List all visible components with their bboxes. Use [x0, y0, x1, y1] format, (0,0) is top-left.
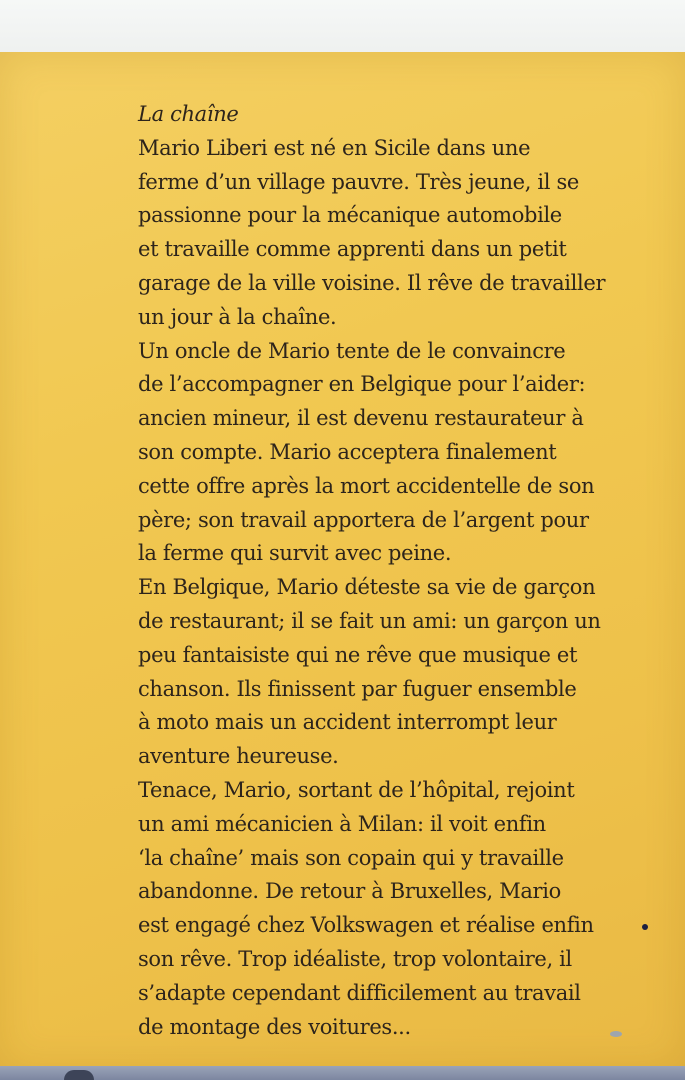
text-line: peu fantaisiste qui ne rêve que musique et	[138, 642, 578, 667]
margin-dot	[642, 924, 648, 930]
text-line: garage de la ville voisine. Il rêve de travailler	[138, 270, 606, 295]
text-line: père; son travail apportera de l’argent pour	[138, 507, 589, 532]
text-line: Mario Liberi est né en Sicile dans une	[138, 135, 531, 160]
text-line: aventure heureuse.	[138, 744, 339, 769]
text-line: En Belgique, Mario déteste sa vie de garçon	[138, 575, 596, 600]
text-line: de restaurant; il se fait un ami: un garçon un	[138, 608, 601, 633]
text-line: ferme d’un village pauvre. Très jeune, il se	[138, 169, 579, 194]
backdrop-bottom	[0, 1066, 685, 1080]
text-line: Un oncle de Mario tente de le convaincre	[138, 338, 566, 363]
text-line: passionne pour la mécanique automobile	[138, 203, 562, 228]
text-line: son rêve. Trop idéaliste, trop volontaire, il	[138, 946, 572, 971]
text-block	[138, 98, 658, 1044]
text-line: ancien mineur, il est devenu restaurateur à	[138, 406, 584, 431]
text-line: abandonne. De retour à Bruxelles, Mario	[138, 879, 561, 904]
text-line: et travaille comme apprenti dans un petit	[138, 237, 567, 262]
text-line: s’adapte cependant difficilement au travail	[138, 980, 581, 1005]
text-line: à moto mais un accident interrompt leur	[138, 710, 557, 735]
text-line: un jour à la chaîne.	[138, 304, 337, 329]
page-speck	[610, 1031, 622, 1037]
text-line: un ami mécanicien à Milan: il voit enfin	[138, 811, 546, 836]
text-line: ‘la chaîne’ mais son copain qui y travaille	[138, 845, 564, 870]
backdrop-top	[0, 0, 685, 56]
text-line: la ferme qui survit avec peine.	[138, 541, 452, 566]
text-line: Tenace, Mario, sortant de l’hôpital, rejoint	[138, 777, 575, 802]
text-line: chanson. Ils finissent par fuguer ensemble	[138, 676, 577, 701]
text-line: de l’accompagner en Belgique pour l’aider:	[138, 372, 586, 397]
text-line: son compte. Mario acceptera finalement	[138, 439, 557, 464]
text-line: est engagé chez Volkswagen et réalise enfin	[138, 913, 594, 938]
section-title: La chaîne	[138, 102, 239, 126]
bottom-edge-mark	[64, 1070, 94, 1080]
text-line: de montage des voitures...	[138, 1014, 411, 1039]
text-line: cette offre après la mort accidentelle de son	[138, 473, 595, 498]
